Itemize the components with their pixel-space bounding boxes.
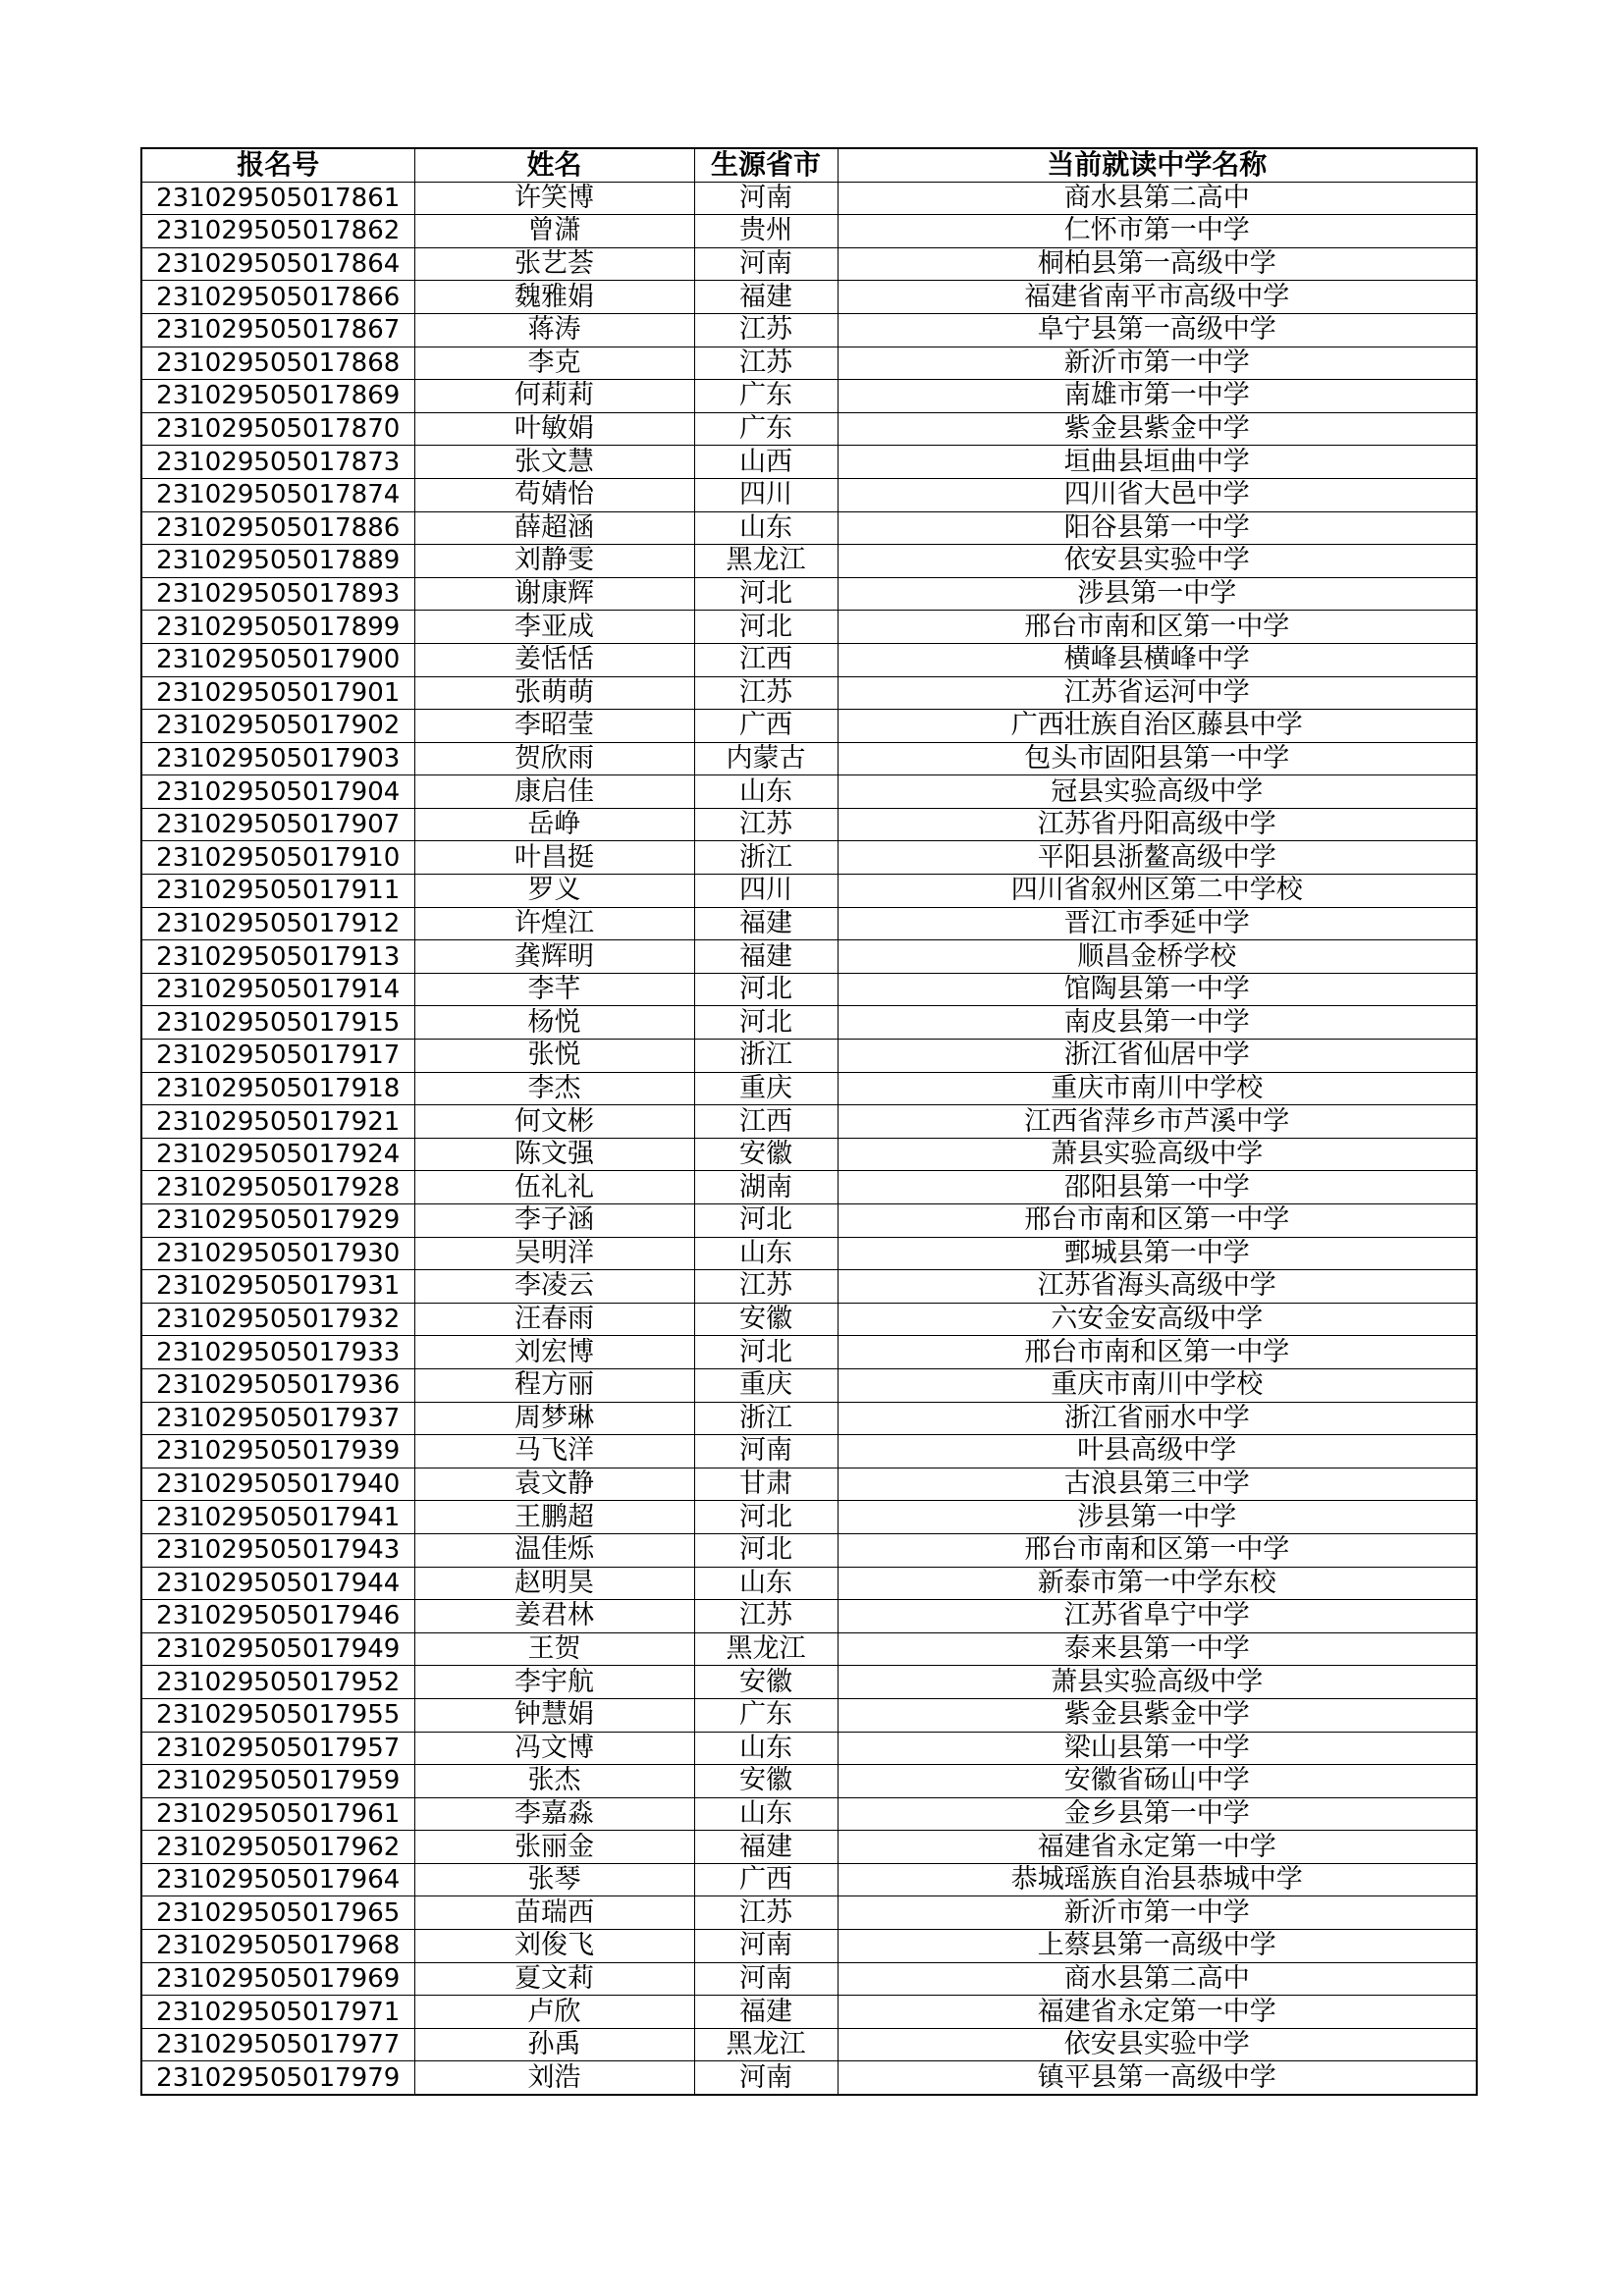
province-cell: 河北: [694, 1533, 838, 1567]
school-cell: 涉县第一中学: [838, 577, 1477, 611]
table-row: [141, 775, 1477, 809]
name-cell: 罗义: [414, 875, 694, 908]
registration-number-cell: 231029505017874: [141, 478, 414, 511]
province-cell: 广西: [694, 1863, 838, 1896]
school-cell: 古浪县第三中学: [838, 1468, 1477, 1501]
province-cell: 江苏: [694, 1600, 838, 1633]
school-cell: 南皮县第一中学: [838, 1006, 1477, 1040]
name-cell: 钟慧娟: [414, 1698, 694, 1732]
name-cell: 李宇航: [414, 1666, 694, 1699]
name-cell: 李子涵: [414, 1204, 694, 1238]
school-cell: 萧县实验高级中学: [838, 1666, 1477, 1699]
province-cell: 四川: [694, 875, 838, 908]
name-cell: 张悦: [414, 1040, 694, 1073]
table-row: [141, 1040, 1477, 1073]
province-cell: 江苏: [694, 1896, 838, 1930]
school-cell: 邢台市南和区第一中学: [838, 1336, 1477, 1369]
school-cell: 江苏省运河中学: [838, 676, 1477, 710]
table-row: [141, 577, 1477, 611]
province-cell: 福建: [694, 940, 838, 974]
name-cell: 苗瑞西: [414, 1896, 694, 1930]
province-cell: 河南: [694, 1962, 838, 1996]
registration-number-cell: 231029505017901: [141, 676, 414, 710]
school-cell: 冠县实验高级中学: [838, 775, 1477, 809]
province-cell: 安徽: [694, 1138, 838, 1171]
school-cell: 南雄市第一中学: [838, 380, 1477, 413]
registration-number-cell: 231029505017903: [141, 742, 414, 775]
school-cell: 紫金县紫金中学: [838, 1698, 1477, 1732]
registration-number-cell: 231029505017907: [141, 808, 414, 841]
table-row: [141, 1171, 1477, 1204]
table-row: [141, 1962, 1477, 1996]
registration-number-cell: 231029505017912: [141, 907, 414, 940]
province-cell: 江苏: [694, 347, 838, 380]
table-row: [141, 182, 1477, 215]
province-cell: 广西: [694, 710, 838, 743]
header-row: [141, 148, 1477, 182]
name-cell: 程方丽: [414, 1368, 694, 1402]
name-cell: 刘俊飞: [414, 1930, 694, 1963]
table-row: [141, 1797, 1477, 1831]
province-cell: 江苏: [694, 1270, 838, 1304]
table-row: [141, 1600, 1477, 1633]
province-cell: 河北: [694, 611, 838, 644]
registration-number-cell: 231029505017889: [141, 545, 414, 578]
registration-number-cell: 231029505017921: [141, 1105, 414, 1139]
school-cell: 阳谷县第一中学: [838, 511, 1477, 545]
school-cell: 邢台市南和区第一中学: [838, 611, 1477, 644]
school-cell: 重庆市南川中学校: [838, 1368, 1477, 1402]
registration-number-cell: 231029505017943: [141, 1533, 414, 1567]
name-cell: 龚辉明: [414, 940, 694, 974]
name-cell: 张丽金: [414, 1831, 694, 1864]
name-cell: 何文彬: [414, 1105, 694, 1139]
table-row: [141, 215, 1477, 248]
name-cell: 李克: [414, 347, 694, 380]
registration-number-cell: 231029505017902: [141, 710, 414, 743]
school-cell: 金乡县第一中学: [838, 1797, 1477, 1831]
registration-number-cell: 231029505017870: [141, 412, 414, 446]
registration-number-cell: 231029505017932: [141, 1303, 414, 1336]
province-cell: 河南: [694, 1435, 838, 1468]
name-cell: 李杰: [414, 1072, 694, 1105]
name-cell: 谢康辉: [414, 577, 694, 611]
province-cell: 山西: [694, 446, 838, 479]
school-cell: 紫金县紫金中学: [838, 412, 1477, 446]
school-cell: 依安县实验中学: [838, 545, 1477, 578]
school-cell: 邵阳县第一中学: [838, 1171, 1477, 1204]
school-cell: 四川省叙州区第二中学校: [838, 875, 1477, 908]
province-cell: 重庆: [694, 1072, 838, 1105]
table-row: [141, 1698, 1477, 1732]
table-row: [141, 1632, 1477, 1666]
province-cell: 河北: [694, 577, 838, 611]
registration-number-cell: 231029505017962: [141, 1831, 414, 1864]
school-cell: 恭城瑶族自治县恭城中学: [838, 1863, 1477, 1896]
name-cell: 刘浩: [414, 2061, 694, 2095]
province-cell: 山东: [694, 1797, 838, 1831]
province-cell: 浙江: [694, 1402, 838, 1435]
registration-number-cell: 231029505017969: [141, 1962, 414, 1996]
table-row: [141, 380, 1477, 413]
table-row: [141, 478, 1477, 511]
school-cell: 泰来县第一中学: [838, 1632, 1477, 1666]
registration-number-cell: 231029505017929: [141, 1204, 414, 1238]
school-cell: 涉县第一中学: [838, 1501, 1477, 1534]
header-registration-number: 报名号: [141, 148, 414, 182]
name-cell: 叶昌挺: [414, 841, 694, 875]
school-cell: 桐柏县第一高级中学: [838, 247, 1477, 281]
name-cell: 苟婧怡: [414, 478, 694, 511]
name-cell: 温佳烁: [414, 1533, 694, 1567]
name-cell: 许笑博: [414, 182, 694, 215]
school-cell: 江苏省海头高级中学: [838, 1270, 1477, 1304]
registration-number-cell: 231029505017861: [141, 182, 414, 215]
school-cell: 广西壮族自治区藤县中学: [838, 710, 1477, 743]
school-cell: 鄄城县第一中学: [838, 1237, 1477, 1270]
table-row: [141, 446, 1477, 479]
province-cell: 山东: [694, 1567, 838, 1600]
name-cell: 陈文强: [414, 1138, 694, 1171]
province-cell: 河南: [694, 247, 838, 281]
table-row: [141, 1468, 1477, 1501]
roster-table: [140, 147, 1478, 2096]
province-cell: 河北: [694, 1336, 838, 1369]
name-cell: 孙禹: [414, 2028, 694, 2061]
province-cell: 山东: [694, 511, 838, 545]
table-row: [141, 1567, 1477, 1600]
table-row: [141, 1368, 1477, 1402]
school-cell: 平阳县浙鳌高级中学: [838, 841, 1477, 875]
school-cell: 商水县第二高中: [838, 1962, 1477, 1996]
registration-number-cell: 231029505017941: [141, 1501, 414, 1534]
registration-number-cell: 231029505017933: [141, 1336, 414, 1369]
school-cell: 仁怀市第一中学: [838, 215, 1477, 248]
table-row: [141, 2061, 1477, 2095]
table-row: [141, 611, 1477, 644]
name-cell: 马飞洋: [414, 1435, 694, 1468]
name-cell: 吴明洋: [414, 1237, 694, 1270]
table-row: [141, 1006, 1477, 1040]
school-cell: 新沂市第一中学: [838, 1896, 1477, 1930]
school-cell: 馆陶县第一中学: [838, 973, 1477, 1006]
name-cell: 夏文莉: [414, 1962, 694, 1996]
province-cell: 河北: [694, 1204, 838, 1238]
school-cell: 重庆市南川中学校: [838, 1072, 1477, 1105]
table-row: [141, 710, 1477, 743]
registration-number-cell: 231029505017964: [141, 1863, 414, 1896]
province-cell: 江西: [694, 1105, 838, 1139]
province-cell: 重庆: [694, 1368, 838, 1402]
registration-number-cell: 231029505017928: [141, 1171, 414, 1204]
province-cell: 福建: [694, 281, 838, 314]
roster-sheet: [140, 147, 1478, 2096]
name-cell: 姜君林: [414, 1600, 694, 1633]
school-cell: 安徽省砀山中学: [838, 1765, 1477, 1798]
name-cell: 岳峥: [414, 808, 694, 841]
registration-number-cell: 231029505017900: [141, 643, 414, 676]
registration-number-cell: 231029505017931: [141, 1270, 414, 1304]
school-cell: 四川省大邑中学: [838, 478, 1477, 511]
header-name: 姓名: [414, 148, 694, 182]
school-cell: 六安金安高级中学: [838, 1303, 1477, 1336]
registration-number-cell: 231029505017930: [141, 1237, 414, 1270]
province-cell: 安徽: [694, 1666, 838, 1699]
name-cell: 李嘉淼: [414, 1797, 694, 1831]
registration-number-cell: 231029505017946: [141, 1600, 414, 1633]
table-row: [141, 1765, 1477, 1798]
table-header: [141, 148, 1477, 182]
table-row: [141, 313, 1477, 347]
province-cell: 河北: [694, 1006, 838, 1040]
registration-number-cell: 231029505017940: [141, 1468, 414, 1501]
registration-number-cell: 231029505017936: [141, 1368, 414, 1402]
province-cell: 贵州: [694, 215, 838, 248]
registration-number-cell: 231029505017893: [141, 577, 414, 611]
registration-number-cell: 231029505017886: [141, 511, 414, 545]
table-row: [141, 1204, 1477, 1238]
school-cell: 邢台市南和区第一中学: [838, 1204, 1477, 1238]
name-cell: 张萌萌: [414, 676, 694, 710]
province-cell: 内蒙古: [694, 742, 838, 775]
name-cell: 伍礼礼: [414, 1171, 694, 1204]
table-row: [141, 841, 1477, 875]
header-school: 当前就读中学名称: [838, 148, 1477, 182]
registration-number-cell: 231029505017915: [141, 1006, 414, 1040]
province-cell: 浙江: [694, 1040, 838, 1073]
registration-number-cell: 231029505017952: [141, 1666, 414, 1699]
name-cell: 姜恬恬: [414, 643, 694, 676]
table-row: [141, 1996, 1477, 2029]
province-cell: 安徽: [694, 1765, 838, 1798]
registration-number-cell: 231029505017971: [141, 1996, 414, 2029]
registration-number-cell: 231029505017866: [141, 281, 414, 314]
province-cell: 山东: [694, 1237, 838, 1270]
registration-number-cell: 231029505017937: [141, 1402, 414, 1435]
table-row: [141, 1533, 1477, 1567]
school-cell: 新泰市第一中学东校: [838, 1567, 1477, 1600]
name-cell: 李昭莹: [414, 710, 694, 743]
table-row: [141, 808, 1477, 841]
province-cell: 福建: [694, 1831, 838, 1864]
registration-number-cell: 231029505017910: [141, 841, 414, 875]
school-cell: 江西省萍乡市芦溪中学: [838, 1105, 1477, 1139]
school-cell: 横峰县横峰中学: [838, 643, 1477, 676]
table-row: [141, 281, 1477, 314]
name-cell: 刘静雯: [414, 545, 694, 578]
province-cell: 安徽: [694, 1303, 838, 1336]
table-row: [141, 1732, 1477, 1765]
province-cell: 黑龙江: [694, 545, 838, 578]
province-cell: 黑龙江: [694, 1632, 838, 1666]
table-row: [141, 1435, 1477, 1468]
province-cell: 广东: [694, 380, 838, 413]
table-row: [141, 511, 1477, 545]
school-cell: 萧县实验高级中学: [838, 1138, 1477, 1171]
table-body: [141, 182, 1477, 2095]
school-cell: 依安县实验中学: [838, 2028, 1477, 2061]
table-row: [141, 1270, 1477, 1304]
school-cell: 福建省南平市高级中学: [838, 281, 1477, 314]
header-province: 生源省市: [694, 148, 838, 182]
registration-number-cell: 231029505017965: [141, 1896, 414, 1930]
name-cell: 李凌云: [414, 1270, 694, 1304]
province-cell: 山东: [694, 775, 838, 809]
table-row: [141, 1072, 1477, 1105]
name-cell: 魏雅娟: [414, 281, 694, 314]
table-row: [141, 545, 1477, 578]
school-cell: 垣曲县垣曲中学: [838, 446, 1477, 479]
school-cell: 邢台市南和区第一中学: [838, 1533, 1477, 1567]
province-cell: 河南: [694, 2061, 838, 2095]
name-cell: 何莉莉: [414, 380, 694, 413]
province-cell: 甘肃: [694, 1468, 838, 1501]
school-cell: 镇平县第一高级中学: [838, 2061, 1477, 2095]
registration-number-cell: 231029505017949: [141, 1632, 414, 1666]
name-cell: 薛超涵: [414, 511, 694, 545]
table-row: [141, 940, 1477, 974]
name-cell: 杨悦: [414, 1006, 694, 1040]
table-row: [141, 2028, 1477, 2061]
school-cell: 江苏省丹阳高级中学: [838, 808, 1477, 841]
registration-number-cell: 231029505017924: [141, 1138, 414, 1171]
name-cell: 赵明昊: [414, 1567, 694, 1600]
province-cell: 广东: [694, 1698, 838, 1732]
school-cell: 浙江省丽水中学: [838, 1402, 1477, 1435]
table-row: [141, 973, 1477, 1006]
school-cell: 上蔡县第一高级中学: [838, 1930, 1477, 1963]
table-row: [141, 742, 1477, 775]
school-cell: 阜宁县第一高级中学: [838, 313, 1477, 347]
registration-number-cell: 231029505017914: [141, 973, 414, 1006]
name-cell: 张文慧: [414, 446, 694, 479]
name-cell: 叶敏娟: [414, 412, 694, 446]
registration-number-cell: 231029505017864: [141, 247, 414, 281]
school-cell: 叶县高级中学: [838, 1435, 1477, 1468]
name-cell: 贺欣雨: [414, 742, 694, 775]
school-cell: 商水县第二高中: [838, 182, 1477, 215]
school-cell: 晋江市季延中学: [838, 907, 1477, 940]
table-row: [141, 1105, 1477, 1139]
name-cell: 卢欣: [414, 1996, 694, 2029]
name-cell: 张杰: [414, 1765, 694, 1798]
province-cell: 江苏: [694, 808, 838, 841]
table-row: [141, 1501, 1477, 1534]
registration-number-cell: 231029505017904: [141, 775, 414, 809]
province-cell: 广东: [694, 412, 838, 446]
registration-number-cell: 231029505017911: [141, 875, 414, 908]
table-row: [141, 1237, 1477, 1270]
province-cell: 福建: [694, 1996, 838, 2029]
table-row: [141, 1138, 1477, 1171]
table-row: [141, 1896, 1477, 1930]
name-cell: 周梦琳: [414, 1402, 694, 1435]
table-row: [141, 1831, 1477, 1864]
province-cell: 四川: [694, 478, 838, 511]
province-cell: 黑龙江: [694, 2028, 838, 2061]
school-cell: 包头市固阳县第一中学: [838, 742, 1477, 775]
name-cell: 康启佳: [414, 775, 694, 809]
table-row: [141, 1863, 1477, 1896]
table-row: [141, 1930, 1477, 1963]
province-cell: 山东: [694, 1732, 838, 1765]
school-cell: 浙江省仙居中学: [838, 1040, 1477, 1073]
table-row: [141, 676, 1477, 710]
name-cell: 汪春雨: [414, 1303, 694, 1336]
table-row: [141, 643, 1477, 676]
table-row: [141, 247, 1477, 281]
name-cell: 张艺荟: [414, 247, 694, 281]
registration-number-cell: 231029505017979: [141, 2061, 414, 2095]
name-cell: 曾潇: [414, 215, 694, 248]
province-cell: 河南: [694, 1930, 838, 1963]
table-row: [141, 412, 1477, 446]
registration-number-cell: 231029505017955: [141, 1698, 414, 1732]
province-cell: 江苏: [694, 313, 838, 347]
table-row: [141, 875, 1477, 908]
province-cell: 河南: [694, 182, 838, 215]
province-cell: 福建: [694, 907, 838, 940]
registration-number-cell: 231029505017867: [141, 313, 414, 347]
registration-number-cell: 231029505017918: [141, 1072, 414, 1105]
school-cell: 福建省永定第一中学: [838, 1996, 1477, 2029]
registration-number-cell: 231029505017944: [141, 1567, 414, 1600]
registration-number-cell: 231029505017869: [141, 380, 414, 413]
registration-number-cell: 231029505017959: [141, 1765, 414, 1798]
name-cell: 王贺: [414, 1632, 694, 1666]
registration-number-cell: 231029505017939: [141, 1435, 414, 1468]
name-cell: 刘宏博: [414, 1336, 694, 1369]
table-row: [141, 907, 1477, 940]
name-cell: 袁文静: [414, 1468, 694, 1501]
registration-number-cell: 231029505017977: [141, 2028, 414, 2061]
registration-number-cell: 231029505017957: [141, 1732, 414, 1765]
school-cell: 福建省永定第一中学: [838, 1831, 1477, 1864]
name-cell: 冯文博: [414, 1732, 694, 1765]
school-cell: 新沂市第一中学: [838, 347, 1477, 380]
province-cell: 浙江: [694, 841, 838, 875]
registration-number-cell: 231029505017868: [141, 347, 414, 380]
registration-number-cell: 231029505017913: [141, 940, 414, 974]
province-cell: 江苏: [694, 676, 838, 710]
school-cell: 梁山县第一中学: [838, 1732, 1477, 1765]
school-cell: 江苏省阜宁中学: [838, 1600, 1477, 1633]
table-row: [141, 1303, 1477, 1336]
registration-number-cell: 231029505017917: [141, 1040, 414, 1073]
province-cell: 河北: [694, 1501, 838, 1534]
name-cell: 李亚成: [414, 611, 694, 644]
name-cell: 蒋涛: [414, 313, 694, 347]
province-cell: 河北: [694, 973, 838, 1006]
name-cell: 李芊: [414, 973, 694, 1006]
name-cell: 张琴: [414, 1863, 694, 1896]
table-row: [141, 1402, 1477, 1435]
table-row: [141, 1336, 1477, 1369]
table-row: [141, 1666, 1477, 1699]
province-cell: 江西: [694, 643, 838, 676]
table-row: [141, 347, 1477, 380]
school-cell: 顺昌金桥学校: [838, 940, 1477, 974]
name-cell: 王鹏超: [414, 1501, 694, 1534]
province-cell: 湖南: [694, 1171, 838, 1204]
registration-number-cell: 231029505017968: [141, 1930, 414, 1963]
name-cell: 许煌江: [414, 907, 694, 940]
registration-number-cell: 231029505017873: [141, 446, 414, 479]
registration-number-cell: 231029505017961: [141, 1797, 414, 1831]
registration-number-cell: 231029505017862: [141, 215, 414, 248]
registration-number-cell: 231029505017899: [141, 611, 414, 644]
